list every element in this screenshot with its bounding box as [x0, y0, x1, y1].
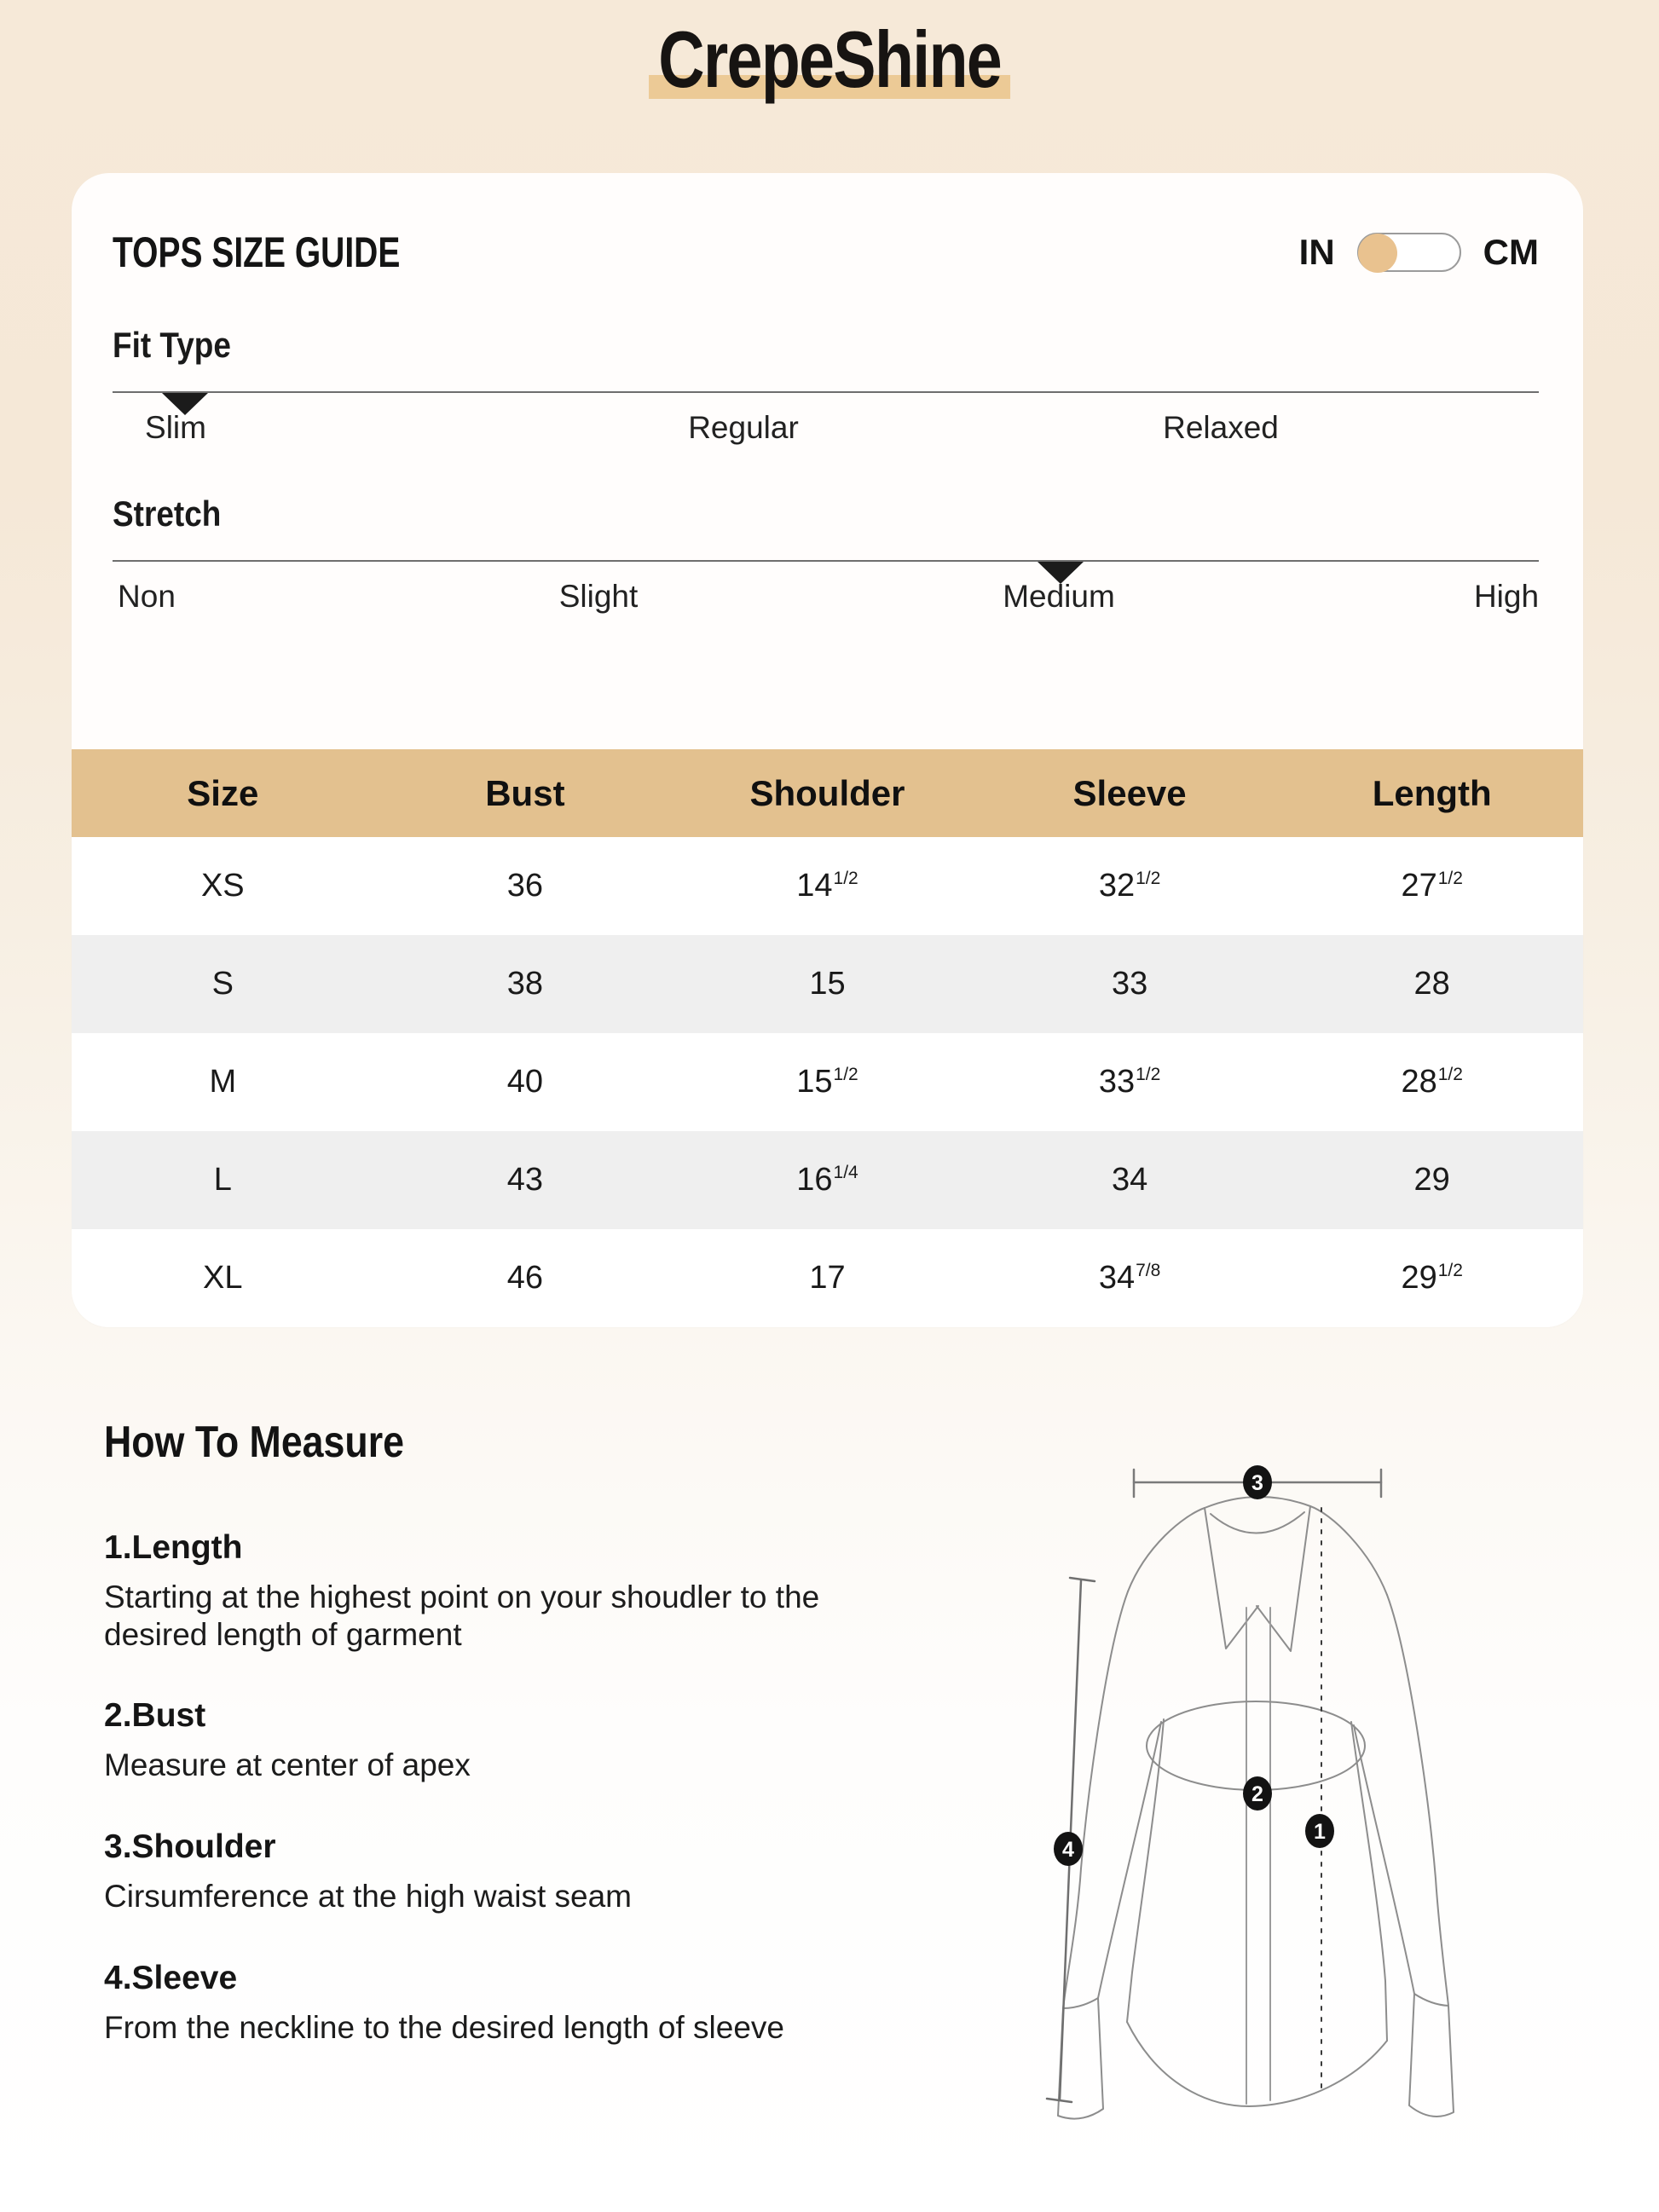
cell-size: XS: [200, 868, 245, 904]
cell-bust: 43: [506, 1162, 544, 1198]
table-row-m: [72, 1033, 1583, 1131]
table-row-s: [72, 935, 1583, 1033]
shirt-illustration-svg: [1006, 1425, 1603, 2184]
cell-length: $28^{1/2}$: [1401, 1064, 1463, 1100]
cell-shoulder: $14^{1/2}$: [796, 868, 858, 904]
unit-label-in: IN: [1298, 232, 1335, 272]
cell-size: L: [213, 1162, 232, 1198]
cell-length: 28: [1413, 966, 1450, 1002]
cell-size: XL: [203, 1260, 243, 1296]
svg-text:3: 3: [1251, 1471, 1263, 1495]
step-text: Measure at center of apex: [104, 1747, 471, 1783]
unit-label-cm: CM: [1483, 232, 1539, 272]
badge-sleeve-icon: [1054, 1832, 1083, 1866]
step-text: Cirsumference at the high waist seam: [104, 1878, 632, 1914]
size-guide-card: [72, 173, 1583, 1327]
measure-step-sleeve: [104, 1960, 965, 2047]
fit-type-scale: [113, 391, 1539, 393]
fit-type-options: [113, 410, 1539, 453]
cell-size: S: [211, 966, 234, 1002]
stretch-option-non: Non: [118, 579, 176, 614]
col-header-shoulder: Shoulder: [749, 772, 905, 813]
cell-sleeve: 33: [1111, 966, 1148, 1002]
cell-length: 29: [1413, 1162, 1450, 1198]
page-title: TOPS SIZE GUIDE: [113, 228, 401, 276]
unit-toggle-knob[interactable]: [1358, 234, 1397, 273]
badge-length-icon: [1305, 1814, 1334, 1848]
col-header-bust: Bust: [485, 772, 565, 813]
cell-sleeve: 34: [1111, 1162, 1148, 1198]
cell-length: $29^{1/2}$: [1401, 1260, 1463, 1296]
step-heading: 1.Length: [104, 1529, 243, 1566]
measure-step-length: [104, 1529, 965, 1653]
cell-shoulder: 17: [809, 1260, 846, 1296]
hem-curve: [1127, 2022, 1387, 2106]
table-row-xs: [72, 837, 1583, 935]
cell-shoulder: $16^{1/4}$: [796, 1162, 858, 1198]
cell-shoulder: 15: [809, 966, 846, 1002]
stretch-scale: [113, 560, 1539, 562]
shirt-measurement-diagram: [1006, 1425, 1603, 2184]
cell-length: $27^{1/2}$: [1401, 868, 1463, 904]
cell-sleeve: $32^{1/2}$: [1098, 868, 1161, 904]
collar-left-wing: [1205, 1508, 1258, 1649]
how-to-measure-title: How To Measure: [104, 1418, 405, 1467]
measure-step-shoulder: [104, 1828, 965, 1915]
collar-right-wing: [1257, 1506, 1310, 1651]
cell-bust: 38: [506, 966, 544, 1002]
svg-text:4: 4: [1062, 1838, 1074, 1862]
stretch-option-slight: Slight: [558, 579, 639, 614]
badge-bust-icon: [1243, 1776, 1272, 1811]
stretch-option-high: High: [1473, 579, 1540, 614]
col-header-length: Length: [1372, 772, 1492, 813]
step-text: Starting at the highest point on your shoudler to the desired length of garment: [104, 1580, 820, 1652]
collar-band: [1211, 1512, 1304, 1533]
badge-shoulder-icon: [1243, 1465, 1272, 1499]
how-to-measure-section: [104, 1417, 965, 2046]
unit-toggle-group: [1299, 232, 1539, 273]
step-text: From the neckline to the desired length of sleeve: [104, 2009, 785, 2045]
fit-option-regular: Regular: [688, 410, 799, 445]
cell-bust: 46: [506, 1260, 544, 1296]
stretch-option-medium: Medium: [1003, 579, 1115, 614]
cell-bust: 40: [506, 1064, 544, 1100]
measure-step-bust: [104, 1697, 965, 1784]
step-heading: 3.Shoulder: [104, 1828, 276, 1865]
svg-text:2: 2: [1251, 1782, 1263, 1806]
cell-shoulder: $15^{1/2}$: [796, 1064, 858, 1100]
brand-name: CrepeShine: [658, 14, 1001, 104]
diagram-badges: [1054, 1465, 1334, 1866]
step-heading: 4.Sleeve: [104, 1959, 238, 1996]
col-header-sleeve: Sleeve: [1072, 772, 1187, 813]
stretch-label: Stretch: [113, 494, 222, 534]
col-header-size: Size: [187, 772, 259, 813]
cell-sleeve: $34^{7/8}$: [1098, 1260, 1161, 1296]
fit-type-label: Fit Type: [113, 325, 231, 365]
cell-size: M: [209, 1064, 237, 1100]
table-row-xl: [72, 1229, 1583, 1327]
brand-header: [0, 14, 1659, 106]
brand-logo: [649, 14, 1010, 106]
fit-option-slim: Slim: [145, 410, 206, 445]
cell-bust: 36: [506, 868, 544, 904]
step-heading: 2.Bust: [104, 1697, 206, 1735]
cell-sleeve: $33^{1/2}$: [1098, 1064, 1161, 1100]
size-table: [72, 749, 1583, 1327]
unit-toggle[interactable]: [1357, 233, 1461, 272]
table-header-row: [72, 749, 1583, 837]
fit-option-relaxed: Relaxed: [1163, 410, 1279, 445]
svg-text:1: 1: [1314, 1820, 1326, 1844]
stretch-options: [113, 579, 1539, 621]
table-row-l: [72, 1131, 1583, 1229]
